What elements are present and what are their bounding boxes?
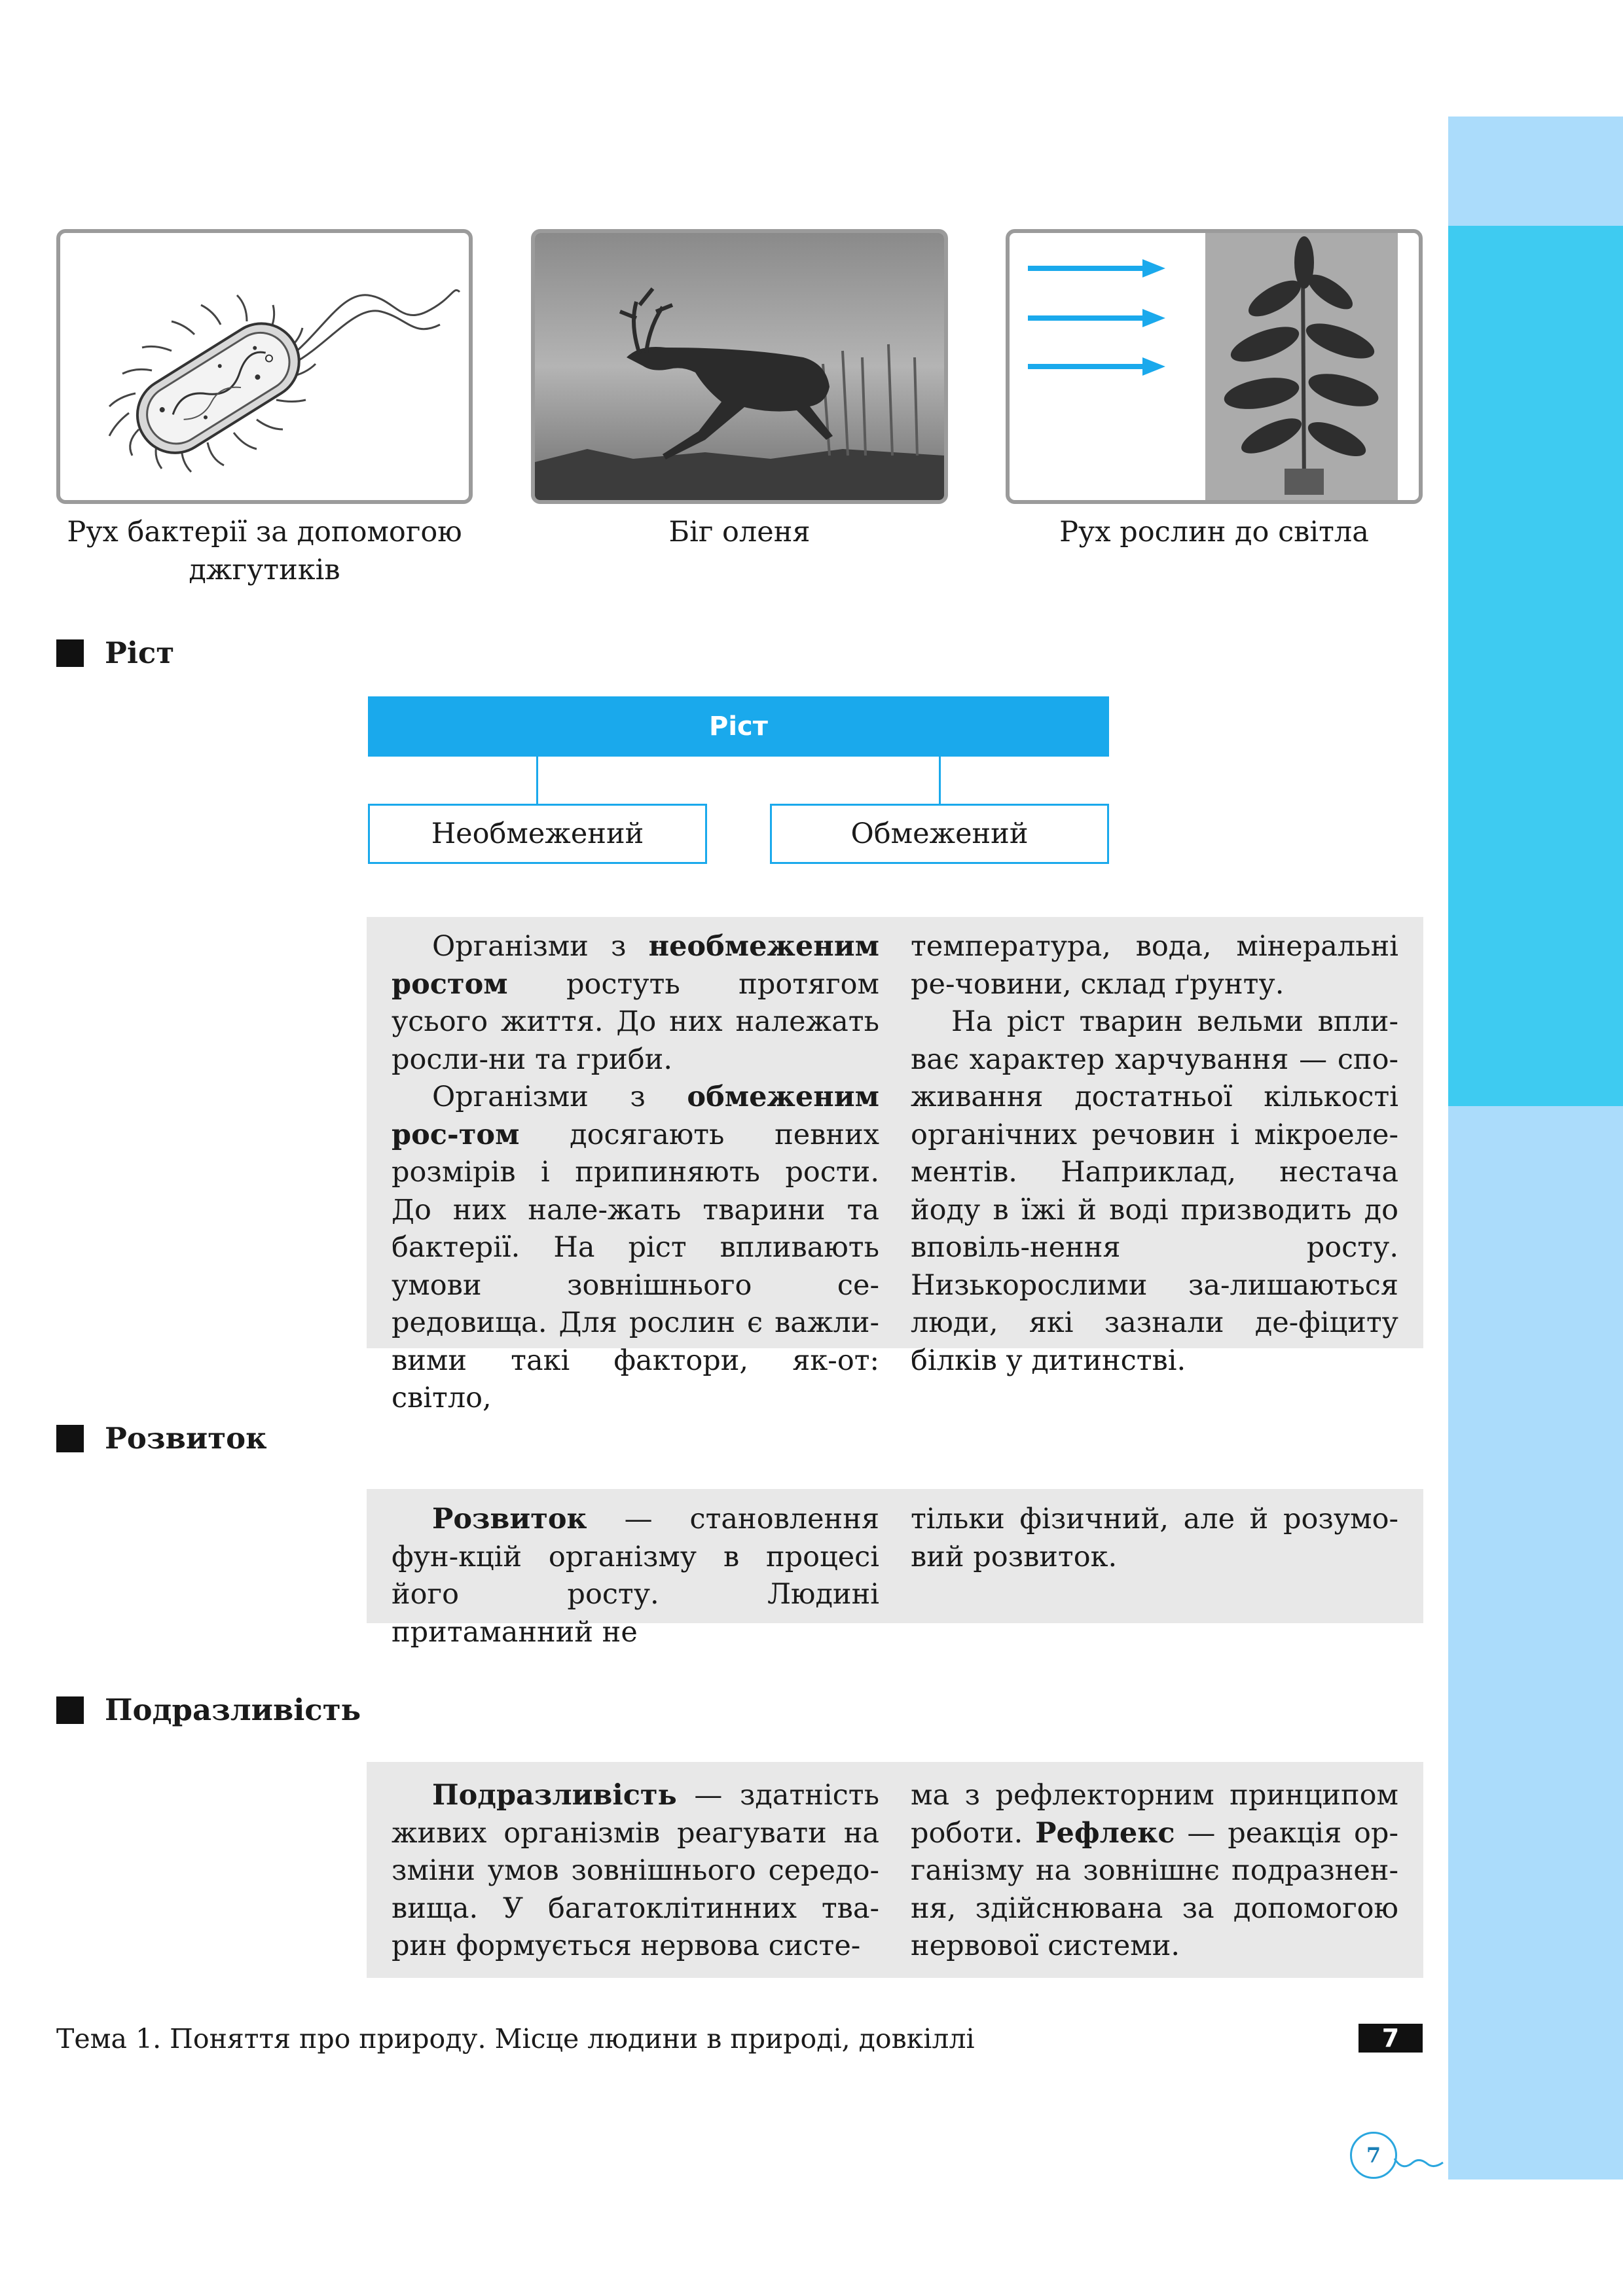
irritability-paragraph-2: ма з рефлекторним принципом роботи. Рефлекс — реакція ор-ганізму на зовнішнє подразнен-ня, здійснювана за допомогою нервової системи. [911,1779,1398,1962]
diagram-growth-head: Ріст [368,696,1109,757]
section-bullet [56,1696,84,1724]
growth-paragraph-2: Організми з обмеженим рос-том досягають певних розмірів і припиняють рости. До них нале-жать тварини та бактерії. На ріст впливають умови зовнішнього се-редовища. Для рослин є важли-вими такі фактори, як-от: світло, [392,1081,879,1414]
section-bullet [56,1425,84,1452]
plant-photo [1010,233,1419,500]
section-bullet [56,639,84,667]
irritability-paragraph-1: Подразливість — здатність живих організмів реагувати на зміни умов зовнішнього середо-вища. У багатоклітинних тва-рин формується нервова систе- [392,1779,879,1962]
development-paragraph-2: тільки фізичний, але й розумо-вий розвиток. [911,1503,1398,1573]
page-number-box: 7 [1359,2024,1423,2053]
irritability-column-1 [392,1777,879,1965]
development-column-2 [911,1501,1398,1576]
footer-topic: Тема 1. Поняття про природу. Місце людини в природі, довкіллі [56,2023,975,2054]
growth-paragraph-4: На ріст тварин вельми впли-ває характер харчування — спо-живання достатньої кількості органічних речовин і мікроеле-ментів. Наприклад, нестача йоду в їжі й воді призводить до вповіль-нення росту. Низькорослими за-лишаються люди, які зазнали де-фіциту білків у дитинстві. [911,1005,1398,1377]
section-title-growth: Ріст [105,636,175,670]
diagram-connector-left [536,757,538,804]
development-column-1 [392,1501,879,1651]
growth-column-2 [911,928,1398,1380]
growth-column-1 [392,928,879,1418]
development-paragraph-1: Розвиток — становлення фун-кцій організму в процесі його росту. Людині притаманний не [392,1503,879,1649]
page-number-circle: 7 [1350,2132,1397,2179]
diagram-box-limited: Обмежений [770,804,1109,864]
deer-photo [535,233,944,500]
light-arrows [1028,259,1165,376]
diagram-connector-right [939,757,941,804]
page-number-swirl [1393,2147,1446,2173]
section-title-irritability: Подразливість [105,1693,361,1727]
side-bar-dark [1448,226,1623,1106]
bacteria-caption: Рух бактерії за допомогою джгутиків [67,516,462,586]
plant-figure [1006,229,1423,504]
diagram-box-unlimited: Необмежений [368,804,707,864]
bacteria-figure [56,229,473,504]
plant-caption: Рух рослин до світла [1059,516,1369,548]
section-title-development: Розвиток [105,1421,267,1456]
growth-paragraph-3: температура, вода, мінеральні ре-човини, склад ґрунту. [911,930,1398,1001]
bacteria-illustration [60,233,469,500]
growth-paragraph-1: Організми з необмеженим ростом ростуть протягом усього життя. До них належать росли-ни та гриби. [392,930,879,1076]
deer-caption: Біг оленя [668,516,811,548]
irritability-column-2 [911,1777,1398,1965]
deer-figure [531,229,948,504]
